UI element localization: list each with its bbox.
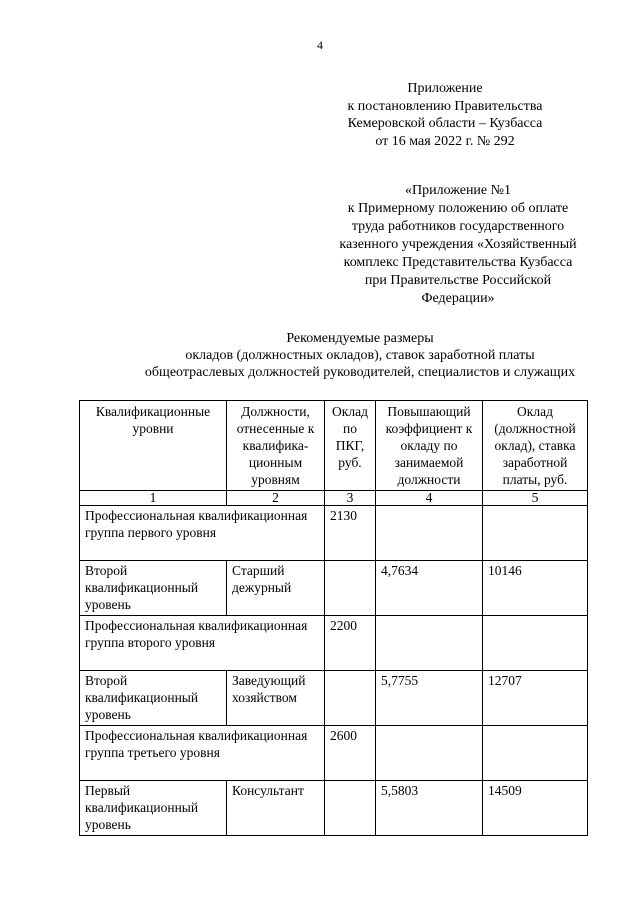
total-salary-cell bbox=[483, 506, 588, 561]
coefficient-cell bbox=[376, 726, 483, 781]
position-cell: Консультант bbox=[227, 781, 325, 836]
table-row bbox=[80, 616, 588, 671]
group-name-cell: Профессиональная квалификационная группа третьего уровня bbox=[80, 726, 325, 781]
table-header-row bbox=[80, 401, 588, 491]
appendix-header-line: Кемеровской области – Кузбасса bbox=[347, 116, 543, 131]
page-number: 4 bbox=[317, 38, 323, 52]
position-cell: Заведующий хозяйством bbox=[227, 671, 325, 726]
pkg-salary-cell: 2200 bbox=[325, 616, 376, 671]
coefficient-cell bbox=[376, 616, 483, 671]
position-cell: Старший дежурный bbox=[227, 561, 325, 616]
column-number-row bbox=[80, 491, 588, 506]
appendix-reference-line: Федерации» bbox=[421, 291, 495, 306]
appendix-reference bbox=[322, 182, 594, 308]
pkg-salary-cell: 2130 bbox=[325, 506, 376, 561]
appendix-reference-line: «Приложение №1 bbox=[405, 183, 511, 198]
header-positions: Должности, отнесенные к квалифика-ционным уровням bbox=[227, 401, 325, 491]
table-row bbox=[80, 671, 588, 726]
header-total-salary: Оклад (должностной оклад), ставка заработной платы, руб. bbox=[483, 401, 588, 491]
appendix-reference-line: при Правительстве Российской bbox=[364, 273, 552, 288]
table-title-line: окладов (должностных окладов), ставок заработной платы bbox=[185, 348, 535, 363]
column-number: 5 bbox=[483, 491, 588, 506]
header-qualification-levels: Квалификационные уровни bbox=[80, 401, 227, 491]
pkg-salary-cell bbox=[325, 671, 376, 726]
appendix-header bbox=[340, 80, 550, 150]
coefficient-cell: 5,7755 bbox=[376, 671, 483, 726]
appendix-header-line: Приложение bbox=[407, 81, 483, 96]
table-title-line: общеотраслевых должностей руководителей, специалистов и служащих bbox=[144, 365, 576, 380]
group-name-cell: Профессиональная квалификационная группа второго уровня bbox=[80, 616, 325, 671]
table-title-line: Рекомендуемые размеры bbox=[286, 331, 434, 346]
total-salary-cell: 10146 bbox=[483, 561, 588, 616]
coefficient-cell bbox=[376, 506, 483, 561]
column-number: 1 bbox=[80, 491, 227, 506]
level-cell: Второй квалификационный уровень bbox=[80, 561, 227, 616]
header-pkg-salary: Оклад по ПКГ, руб. bbox=[325, 401, 376, 491]
pkg-salary-cell: 2600 bbox=[325, 726, 376, 781]
total-salary-cell bbox=[483, 726, 588, 781]
column-number: 4 bbox=[376, 491, 483, 506]
table-row bbox=[80, 561, 588, 616]
level-cell: Первый квалификационный уровень bbox=[80, 781, 227, 836]
column-number: 2 bbox=[227, 491, 325, 506]
coefficient-cell: 4,7634 bbox=[376, 561, 483, 616]
table-title bbox=[100, 330, 620, 381]
appendix-reference-line: комплекс Представительства Кузбасса bbox=[343, 255, 573, 270]
group-name-cell: Профессиональная квалификационная группа первого уровня bbox=[80, 506, 325, 561]
appendix-header-line: к постановлению Правительства bbox=[347, 98, 543, 114]
salary-table bbox=[79, 400, 588, 836]
total-salary-cell: 12707 bbox=[483, 671, 588, 726]
total-salary-cell bbox=[483, 616, 588, 671]
appendix-reference-line: казенного учреждения «Хозяйственный bbox=[339, 237, 577, 252]
appendix-header-line: от 16 мая 2022 г. № 292 bbox=[375, 133, 515, 149]
table-row bbox=[80, 726, 588, 781]
level-cell: Второй квалификационный уровень bbox=[80, 671, 227, 726]
column-number: 3 bbox=[325, 491, 376, 506]
header-coefficient: Повышающий коэффициент к окладу по занимаемой должности bbox=[376, 401, 483, 491]
pkg-salary-cell bbox=[325, 781, 376, 836]
table-row bbox=[80, 506, 588, 561]
coefficient-cell: 5,5803 bbox=[376, 781, 483, 836]
pkg-salary-cell bbox=[325, 561, 376, 616]
appendix-reference-line: труда работников государственного bbox=[351, 219, 565, 234]
table-row bbox=[80, 781, 588, 836]
appendix-reference-line: к Примерному положению об оплате bbox=[347, 201, 569, 216]
total-salary-cell: 14509 bbox=[483, 781, 588, 836]
